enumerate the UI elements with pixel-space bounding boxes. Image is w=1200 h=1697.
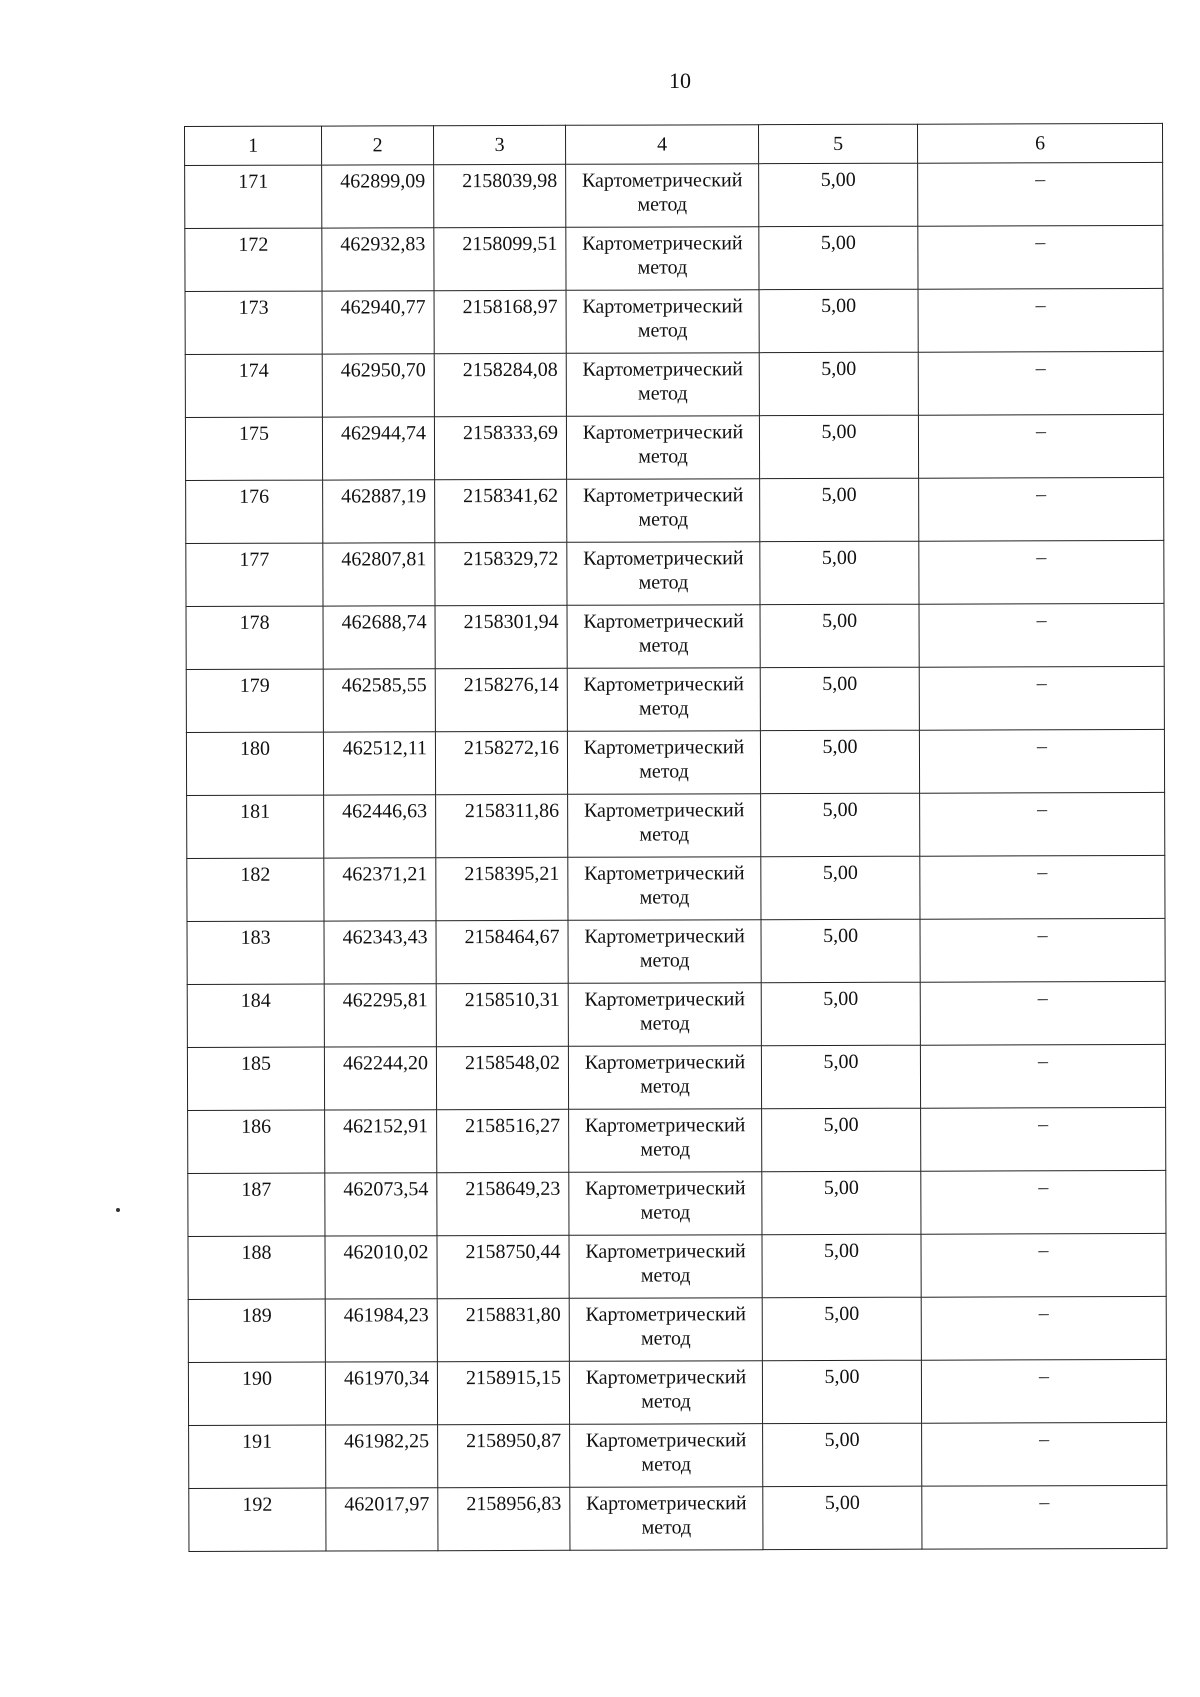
method-cell: Картометрический метод xyxy=(569,1109,762,1173)
method-cell: Картометрический метод xyxy=(569,1298,762,1362)
method-cell: Картометрический метод xyxy=(566,290,759,354)
x-coordinate-cell: 462295,81 xyxy=(324,984,436,1047)
point-number-cell: 178 xyxy=(186,606,323,669)
accuracy-cell: 5,00 xyxy=(761,793,920,856)
table-row xyxy=(185,225,1163,291)
table-body xyxy=(185,162,1167,1551)
table-row xyxy=(188,1107,1166,1173)
method-cell: Картометрический метод xyxy=(566,353,759,417)
point-number-cell: 179 xyxy=(186,669,323,732)
point-number-cell: 171 xyxy=(185,165,322,228)
table-row xyxy=(186,477,1164,543)
x-coordinate-cell: 462343,43 xyxy=(324,921,436,984)
table-row xyxy=(186,540,1164,606)
column-header-5: 5 xyxy=(758,124,917,163)
y-coordinate-cell: 2158284,08 xyxy=(434,353,566,416)
accuracy-cell: 5,00 xyxy=(762,1108,921,1171)
y-coordinate-cell: 2158950,87 xyxy=(438,1424,570,1487)
point-number-cell: 176 xyxy=(186,480,323,543)
y-coordinate-cell: 2158649,23 xyxy=(437,1172,569,1235)
y-coordinate-cell: 2158272,16 xyxy=(435,731,567,794)
x-coordinate-cell: 462940,77 xyxy=(322,291,434,354)
table-row xyxy=(186,729,1164,795)
method-cell: Картометрический метод xyxy=(568,983,761,1047)
accuracy-cell: 5,00 xyxy=(761,856,920,919)
x-coordinate-cell: 462244,20 xyxy=(324,1047,436,1110)
method-cell: Картометрический метод xyxy=(569,1361,762,1425)
note-cell: – xyxy=(920,1044,1165,1108)
table-row xyxy=(189,1485,1167,1551)
x-coordinate-cell: 462010,02 xyxy=(325,1236,437,1299)
page-number: 10 xyxy=(669,68,691,93)
x-coordinate-cell: 462512,11 xyxy=(323,732,435,795)
table-row xyxy=(188,1233,1166,1299)
y-coordinate-cell: 2158510,31 xyxy=(436,983,568,1046)
point-number-cell: 175 xyxy=(185,417,322,480)
accuracy-cell: 5,00 xyxy=(761,1045,920,1108)
point-number-cell: 191 xyxy=(189,1425,326,1488)
x-coordinate-cell: 462446,63 xyxy=(324,795,436,858)
column-header-1: 1 xyxy=(185,126,322,165)
x-coordinate-cell: 461982,25 xyxy=(326,1425,438,1488)
table-row xyxy=(186,666,1164,732)
note-cell: – xyxy=(920,981,1165,1045)
x-coordinate-cell: 462017,97 xyxy=(326,1488,438,1551)
y-coordinate-cell: 2158395,21 xyxy=(436,857,568,920)
table-row xyxy=(187,981,1165,1047)
point-number-cell: 187 xyxy=(188,1173,325,1236)
accuracy-cell: 5,00 xyxy=(759,226,918,289)
column-header-2: 2 xyxy=(322,126,434,165)
table-row xyxy=(185,414,1163,480)
accuracy-cell: 5,00 xyxy=(759,415,918,478)
x-coordinate-cell: 462932,83 xyxy=(322,228,434,291)
method-cell: Картометрический метод xyxy=(567,479,760,543)
table-row xyxy=(187,918,1165,984)
point-number-cell: 174 xyxy=(185,354,322,417)
y-coordinate-cell: 2158915,15 xyxy=(437,1361,569,1424)
accuracy-cell: 5,00 xyxy=(759,289,918,352)
note-cell: – xyxy=(921,1296,1166,1360)
column-header-4: 4 xyxy=(565,125,758,165)
x-coordinate-cell: 462152,91 xyxy=(325,1110,437,1173)
x-coordinate-cell: 462950,70 xyxy=(322,354,434,417)
x-coordinate-cell: 462887,19 xyxy=(323,480,435,543)
point-number-cell: 186 xyxy=(188,1110,325,1173)
note-cell: – xyxy=(919,729,1164,793)
point-number-cell: 177 xyxy=(186,543,323,606)
point-number-cell: 180 xyxy=(186,732,323,795)
table-row xyxy=(185,162,1163,228)
table-row xyxy=(188,1296,1166,1362)
note-cell: – xyxy=(919,540,1164,604)
note-cell: – xyxy=(921,1107,1166,1171)
x-coordinate-cell: 462899,09 xyxy=(322,165,434,228)
y-coordinate-cell: 2158516,27 xyxy=(437,1109,569,1172)
note-cell: – xyxy=(919,477,1164,541)
x-coordinate-cell: 461970,34 xyxy=(325,1362,437,1425)
accuracy-cell: 5,00 xyxy=(760,478,919,541)
coordinates-table xyxy=(184,123,1167,1552)
method-cell: Картометрический метод xyxy=(570,1424,763,1488)
y-coordinate-cell: 2158039,98 xyxy=(434,164,566,227)
table-row xyxy=(189,1422,1167,1488)
method-cell: Картометрический метод xyxy=(568,920,761,984)
method-cell: Картометрический метод xyxy=(567,668,760,732)
note-cell: – xyxy=(921,1170,1166,1234)
accuracy-cell: 5,00 xyxy=(762,1297,921,1360)
accuracy-cell: 5,00 xyxy=(762,1234,921,1297)
table-row xyxy=(188,1359,1166,1425)
accuracy-cell: 5,00 xyxy=(760,604,919,667)
accuracy-cell: 5,00 xyxy=(760,667,919,730)
note-cell: – xyxy=(918,414,1163,478)
y-coordinate-cell: 2158099,51 xyxy=(434,227,566,290)
table-row xyxy=(186,603,1164,669)
y-coordinate-cell: 2158311,86 xyxy=(436,794,568,857)
accuracy-cell: 5,00 xyxy=(763,1486,922,1549)
y-coordinate-cell: 2158276,14 xyxy=(435,668,567,731)
point-number-cell: 182 xyxy=(187,858,324,921)
note-cell: – xyxy=(922,1422,1167,1486)
note-cell: – xyxy=(919,603,1164,667)
x-coordinate-cell: 462073,54 xyxy=(325,1173,437,1236)
accuracy-cell: 5,00 xyxy=(759,163,918,226)
y-coordinate-cell: 2158831,80 xyxy=(437,1298,569,1361)
x-coordinate-cell: 462688,74 xyxy=(323,606,435,669)
table-row xyxy=(185,288,1163,354)
point-number-cell: 183 xyxy=(187,921,324,984)
note-cell: – xyxy=(920,918,1165,982)
y-coordinate-cell: 2158329,72 xyxy=(435,542,567,605)
point-number-cell: 173 xyxy=(185,291,322,354)
note-cell: – xyxy=(919,666,1164,730)
note-cell: – xyxy=(920,855,1165,919)
method-cell: Картометрический метод xyxy=(569,1172,762,1236)
table-row xyxy=(187,1044,1165,1110)
x-coordinate-cell: 462371,21 xyxy=(324,858,436,921)
y-coordinate-cell: 2158168,97 xyxy=(434,290,566,353)
table-row xyxy=(188,1170,1166,1236)
accuracy-cell: 5,00 xyxy=(760,730,919,793)
note-cell: – xyxy=(918,351,1163,415)
method-cell: Картометрический метод xyxy=(566,227,759,291)
column-header-3: 3 xyxy=(434,125,566,164)
point-number-cell: 181 xyxy=(187,795,324,858)
column-header-6: 6 xyxy=(917,123,1162,163)
accuracy-cell: 5,00 xyxy=(760,541,919,604)
note-cell: – xyxy=(918,225,1163,289)
accuracy-cell: 5,00 xyxy=(762,1360,921,1423)
x-coordinate-cell: 462944,74 xyxy=(322,417,434,480)
point-number-cell: 185 xyxy=(187,1047,324,1110)
y-coordinate-cell: 2158301,94 xyxy=(435,605,567,668)
table-row xyxy=(187,855,1165,921)
y-coordinate-cell: 2158548,02 xyxy=(436,1046,568,1109)
y-coordinate-cell: 2158956,83 xyxy=(438,1487,570,1550)
method-cell: Картометрический метод xyxy=(567,731,760,795)
x-coordinate-cell: 461984,23 xyxy=(325,1299,437,1362)
point-number-cell: 192 xyxy=(189,1488,326,1551)
note-cell: – xyxy=(922,1485,1167,1549)
table-header-row xyxy=(185,123,1163,165)
table-row xyxy=(185,351,1163,417)
accuracy-cell: 5,00 xyxy=(761,982,920,1045)
point-number-cell: 190 xyxy=(188,1362,325,1425)
method-cell: Картометрический метод xyxy=(567,605,760,669)
note-cell: – xyxy=(921,1233,1166,1297)
x-coordinate-cell: 462585,55 xyxy=(323,669,435,732)
point-number-cell: 188 xyxy=(188,1236,325,1299)
method-cell: Картометрический метод xyxy=(568,857,761,921)
accuracy-cell: 5,00 xyxy=(761,919,920,982)
method-cell: Картометрический метод xyxy=(566,164,759,228)
note-cell: – xyxy=(918,162,1163,226)
note-cell: – xyxy=(921,1359,1166,1423)
method-cell: Картометрический метод xyxy=(570,1487,763,1551)
x-coordinate-cell: 462807,81 xyxy=(323,543,435,606)
y-coordinate-cell: 2158341,62 xyxy=(435,479,567,542)
point-number-cell: 172 xyxy=(185,228,322,291)
scan-speck xyxy=(116,1208,120,1212)
note-cell: – xyxy=(920,792,1165,856)
accuracy-cell: 5,00 xyxy=(759,352,918,415)
method-cell: Картометрический метод xyxy=(568,1046,761,1110)
note-cell: – xyxy=(918,288,1163,352)
point-number-cell: 184 xyxy=(187,984,324,1047)
method-cell: Картометрический метод xyxy=(566,416,759,480)
method-cell: Картометрический метод xyxy=(568,794,761,858)
point-number-cell: 189 xyxy=(188,1299,325,1362)
method-cell: Картометрический метод xyxy=(567,542,760,606)
y-coordinate-cell: 2158750,44 xyxy=(437,1235,569,1298)
method-cell: Картометрический метод xyxy=(569,1235,762,1299)
table-row xyxy=(187,792,1165,858)
y-coordinate-cell: 2158464,67 xyxy=(436,920,568,983)
accuracy-cell: 5,00 xyxy=(763,1423,922,1486)
accuracy-cell: 5,00 xyxy=(762,1171,921,1234)
y-coordinate-cell: 2158333,69 xyxy=(434,416,566,479)
